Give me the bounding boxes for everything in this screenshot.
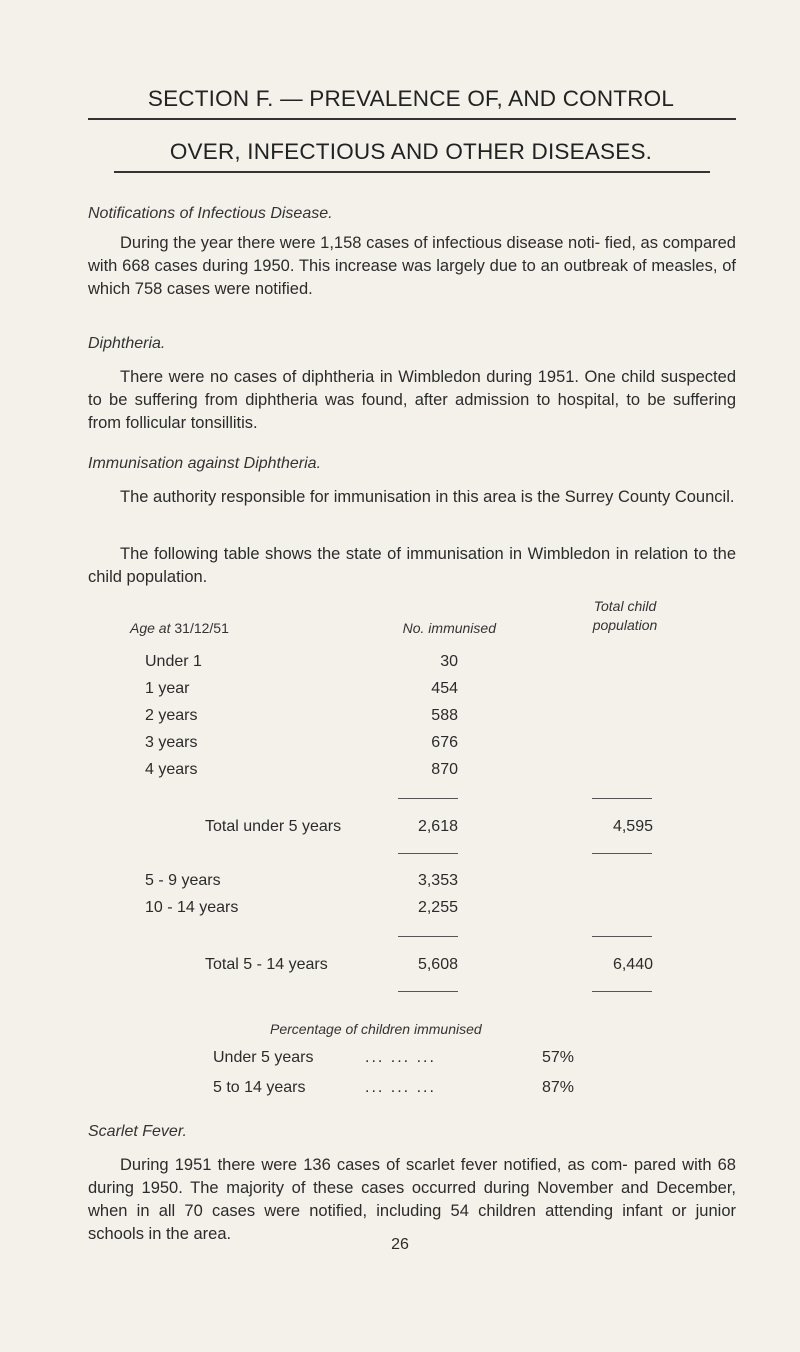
col-header-population-line1: Total child	[593, 598, 657, 614]
row-age: 3 years	[145, 734, 198, 751]
diphtheria-paragraph: There were no cases of diphtheria in Wimbledon during 1951. One child suspected to be suffering from diphtheria was found, after admission to hospital, to be suffering from follicular tonsillitis.	[88, 368, 736, 432]
row-age: 1 year	[145, 680, 190, 697]
total-under5-label: Total under 5 years	[205, 818, 342, 835]
immunisation-paragraph-1: The authority responsible for immunisation in this area is the Surrey County Council.	[120, 488, 735, 506]
percentage-heading: Percentage of children immunised	[270, 1021, 482, 1037]
percentage-row-leader: ... ... ...	[365, 1049, 436, 1066]
percentage-row-label: 5 to 14 years	[213, 1079, 306, 1096]
col-header-population	[560, 597, 690, 635]
scarlet-paragraph: During 1951 there were 136 cases of scarlet fever notified, as com- pared with 68 during 1950. The majority of these cases occurred during November and December, when in all 70 cases were notified, including 54 children attending infant or junior schools in the area.	[88, 1156, 736, 1243]
immunisation-paragraph-2: The following table shows the state of immunisation in Wimbledon in relation to the child population.	[88, 545, 736, 586]
row-immunised: 870	[431, 761, 458, 778]
row-age: 10 - 14 years	[145, 899, 239, 916]
scarlet-heading: Scarlet Fever.	[88, 1123, 187, 1140]
sum-rule	[398, 991, 458, 992]
row-immunised: 3,353	[417, 872, 458, 889]
row-age: Under 1	[145, 653, 202, 670]
immunisation-heading: Immunisation against Diphtheria.	[88, 455, 322, 472]
row-immunised: 588	[431, 707, 458, 724]
sum-rule	[592, 853, 652, 854]
col-header-age	[130, 620, 229, 636]
row-age: 2 years	[145, 707, 198, 724]
section-title-line2: OVER, INFECTIOUS AND OTHER DISEASES.	[169, 139, 653, 164]
notifications-heading: Notifications of Infectious Disease.	[88, 205, 333, 222]
row-immunised: 676	[431, 734, 458, 751]
total-5-14-population: 6,440	[612, 956, 653, 973]
total-5-14-label: Total 5 - 14 years	[205, 956, 328, 973]
row-age: 5 - 9 years	[145, 872, 221, 889]
col-header-population-line2: population	[592, 617, 658, 633]
sum-rule	[592, 991, 652, 992]
sum-rule	[592, 936, 652, 937]
sum-rule	[398, 798, 458, 799]
percentage-row-label: Under 5 years	[213, 1049, 314, 1066]
sum-rule	[398, 936, 458, 937]
col-header-age-label: Age at	[130, 620, 171, 636]
notifications-paragraph: During the year there were 1,158 cases of infectious disease noti- fied, as compared with 668 cases during 1950. This increase was largely due to an outbreak of measles, of which 758 cases were notified.	[88, 234, 736, 298]
percentage-row-value: 87%	[542, 1079, 575, 1096]
title-underline-1	[88, 118, 736, 120]
col-header-immunised: No. immunised	[402, 620, 496, 636]
sum-rule	[592, 798, 652, 799]
title-underline-2	[114, 171, 710, 173]
row-immunised: 454	[431, 680, 458, 697]
percentage-row-leader: ... ... ...	[365, 1079, 436, 1096]
sum-rule	[398, 853, 458, 854]
section-title-line1: SECTION F. — PREVALENCE OF, AND CONTROL	[147, 86, 675, 111]
page-number: 26	[391, 1236, 409, 1253]
row-age: 4 years	[145, 761, 198, 778]
total-under5-immunised: 2,618	[417, 818, 458, 835]
row-immunised: 30	[440, 653, 458, 670]
diphtheria-heading: Diphtheria.	[88, 335, 166, 352]
col-header-age-date: 31/12/51	[174, 620, 229, 636]
row-immunised: 2,255	[417, 899, 458, 916]
percentage-row-value: 57%	[542, 1049, 575, 1066]
total-under5-population: 4,595	[612, 818, 653, 835]
total-5-14-immunised: 5,608	[417, 956, 458, 973]
